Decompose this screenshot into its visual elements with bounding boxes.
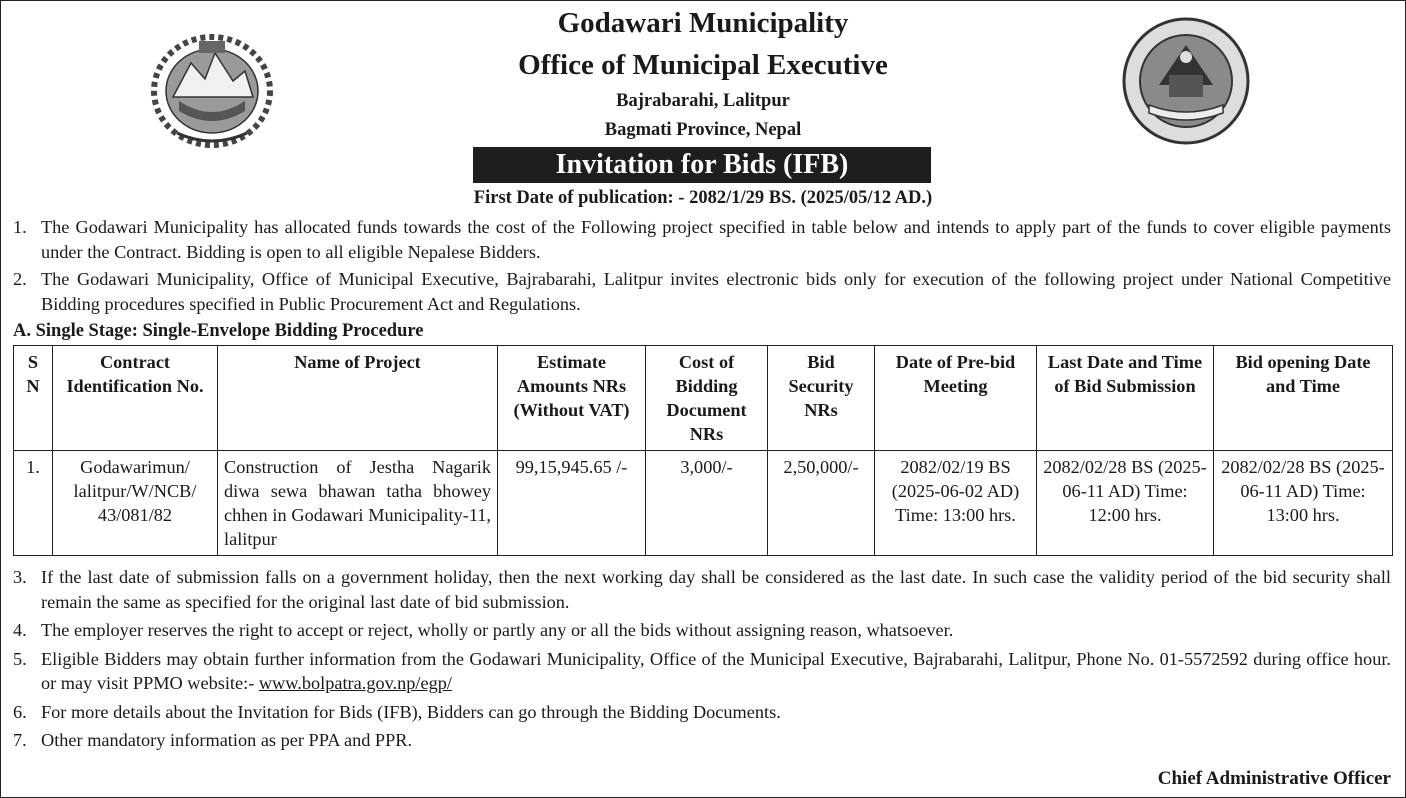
clause-number: 6. [13, 701, 27, 722]
clause-text: For more details about the Invitation for Bids (IFB), Bidders can go through the Bidding Documents. [41, 701, 781, 722]
cell-contract-id: Godawarimun/ lalitpur/W/NCB/ 43/081/82 [53, 451, 218, 556]
clause-number: 1. [13, 217, 27, 237]
clause-text: The Godawari Municipality has allocated funds towards the cost of the Following project specified in table below and intends to apply part of the funds to cover eligible payments under the Contract. Bidding is open to all eligible Nepalese Bidders. [41, 217, 1391, 262]
org-name: Godawari Municipality [557, 7, 849, 39]
signoff: Chief Administrative Officer [1157, 768, 1391, 789]
clause-number: 4. [13, 620, 27, 640]
clause-7 [1, 728, 1405, 753]
bid-table [13, 345, 1393, 556]
notice-header [1, 1, 1405, 206]
godawari-municipality-seal-icon [1119, 15, 1253, 147]
clause-5 [1, 647, 1405, 696]
clause-3 [1, 565, 1405, 614]
notice-title: Invitation for Bids (IFB) [473, 147, 931, 183]
col-header-contract-id: Contract Identification No. [53, 346, 218, 451]
cell-last-submission: 2082/02/28 BS (2025-06-11 AD) Time: 12:00 hrs. [1037, 451, 1214, 556]
section-heading: A. Single Stage: Single-Envelope Bidding Procedure [13, 321, 424, 341]
address-line-1: Bajrabarahi, Lalitpur [616, 91, 790, 111]
col-header-opening: Bid opening Date and Time [1214, 346, 1393, 451]
col-header-bid-security: Bid Security NRs [768, 346, 875, 451]
clause-1 [1, 215, 1405, 264]
clause-text: The employer reserves the right to accept or reject, wholly or partly any or all the bids without assigning reason, whatsoever. [41, 620, 954, 640]
clause-number: 2. [13, 269, 27, 289]
clause-text: Eligible Bidders may obtain further information from the Godawari Municipality, Office of the Municipal Executive, Bajrabarahi, Lalitpur, Phone No. 01-5572592 during office hour. or may visit PPMO website:- [41, 648, 1391, 693]
col-header-prebid: Date of Pre-bid Meeting [875, 346, 1037, 451]
col-header-last-submission: Last Date and Time of Bid Submission [1037, 346, 1214, 451]
cell-doc-cost: 3,000/- [646, 451, 768, 556]
clause-4 [1, 618, 1405, 643]
clause-6 [1, 700, 1405, 725]
cell-sn: 1. [14, 451, 53, 556]
col-header-doc-cost: Cost of Bidding Document NRs [646, 346, 768, 451]
clauses-bottom [1, 565, 1405, 753]
clause-text: The Godawari Municipality, Office of Municipal Executive, Bajrabarahi, Lalitpur invites electronic bids only for execution of the following project under National Competitive Bidding procedures specified in Public Procurement Act and Regulations. [41, 269, 1391, 314]
col-header-sn: S N [14, 346, 53, 451]
clause-text: Other mandatory information as per PPA and PPR. [41, 730, 413, 750]
table-header-row [14, 346, 1393, 451]
clause-text: If the last date of submission falls on a government holiday, then the next working day shall be considered as the last date. In such case the validity period of the bid security shall remain the same as specified for the original last date of bid submission. [41, 567, 1391, 612]
ppmo-website-link[interactable]: www.bolpatra.gov.np/egp/ [258, 673, 452, 693]
clauses-top [1, 215, 1405, 316]
cell-opening: 2082/02/28 BS (2025-06-11 AD) Time: 13:00 hrs. [1214, 451, 1393, 556]
office-name: Office of Municipal Executive [518, 49, 888, 81]
publication-date: First Date of publication: - 2082/1/29 BS. (2025/05/12 AD.) [473, 188, 933, 208]
col-header-estimate: Estimate Amounts NRs (Without VAT) [498, 346, 646, 451]
cell-estimate: 99,15,945.65 /- [498, 451, 646, 556]
cell-project: Construction of Jestha Nagarik diwa sewa bhawan tatha bhowey chhen in Godawari Municipality-11, lalitpur [218, 451, 498, 556]
address-line-2: Bagmati Province, Nepal [604, 120, 802, 140]
table-row [14, 451, 1393, 556]
clause-number: 3. [13, 567, 27, 587]
clause-number: 7. [13, 730, 27, 750]
clause-2 [1, 267, 1405, 316]
clause-number: 5. [13, 648, 27, 669]
cell-bid-security: 2,50,000/- [768, 451, 875, 556]
col-header-project: Name of Project [218, 346, 498, 451]
cell-prebid: 2082/02/19 BS (2025-06-02 AD) Time: 13:00 hrs. [875, 451, 1037, 556]
